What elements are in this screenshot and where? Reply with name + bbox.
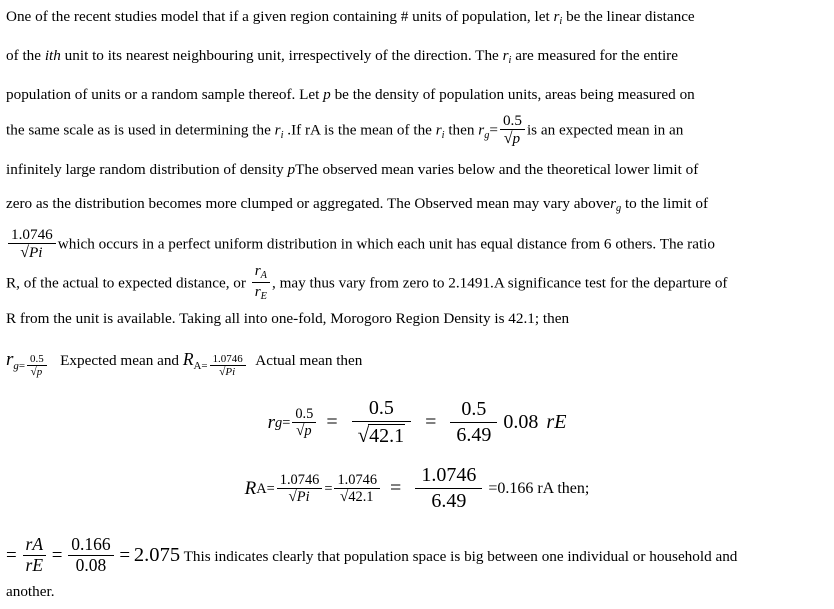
eq1-result: 0.08 — [503, 411, 539, 434]
eq1-lhs-sub-fraction — [292, 406, 316, 440]
line1-text-b: be the linear distance — [562, 8, 695, 25]
line2-text-c: are measured for the entire — [511, 47, 678, 65]
eq3-value: 2.075 — [133, 544, 181, 567]
line2-sub-i: i — [508, 55, 512, 67]
line7-text-a: which occurs in a perfect uniform distribution in which each unit has equal distance from 6 others. The ratio — [57, 235, 715, 253]
eq1-frac2-num: 0.5 — [450, 398, 497, 423]
line1-var-r: r — [553, 8, 560, 25]
radical-sign: √ — [357, 423, 370, 448]
line4-fraction — [500, 112, 525, 148]
equation-2 — [0, 464, 834, 513]
line4-sub-g: g — [484, 129, 490, 141]
radicand: p — [512, 130, 521, 148]
rg-sub-fraction — [27, 353, 47, 379]
eq2-lhs-fraction-1 — [277, 472, 323, 506]
radicand: Pi — [29, 244, 43, 262]
eq2-lhs-f2-num: 1.0746 — [334, 472, 380, 489]
paragraph-line-8 — [6, 262, 828, 302]
line2-text-b: unit to its nearest neighbouring unit, irrespectively of the direction. The — [60, 47, 503, 65]
line7-frac-numerator: 1.0746 — [8, 226, 56, 244]
actual-mean-text: Actual mean then — [255, 352, 363, 370]
radical-sign: √ — [20, 244, 30, 262]
line3-var-p: p — [323, 86, 331, 104]
line1-sub-i: i — [559, 16, 563, 28]
sqrt-p — [504, 130, 521, 148]
eq1-lhs-subscript — [275, 406, 318, 440]
line4-sub-i: i — [280, 129, 284, 141]
eq3-f1-num: rA — [23, 535, 46, 556]
eq3-equals-mid: = — [51, 545, 63, 567]
line9-text: R from the unit is available. Taking all into one-fold, Morogoro Region Density is 42.1; then — [6, 310, 570, 328]
expected-mean-text: Expected mean and — [60, 352, 183, 370]
line4-equals: = — [489, 121, 498, 139]
paragraph-line-9 — [6, 302, 828, 336]
sqrt-p — [30, 366, 43, 379]
closing-line — [0, 575, 834, 609]
rg-subscript-group — [13, 349, 48, 383]
line8-frac-denominator — [252, 283, 270, 303]
eq3-fraction-2 — [68, 535, 113, 575]
RA-subscript-group — [194, 349, 248, 383]
line4-sub-i2: i — [441, 129, 445, 141]
line4-var-rg: r — [478, 121, 485, 139]
eq2-result: =0.166 rA then; — [488, 479, 590, 497]
eq2-fraction — [415, 464, 482, 513]
eq2-lhs-sub-equals: = — [324, 480, 333, 497]
eq3-fraction-1 — [23, 535, 46, 575]
line8-text-b: , may thus vary from zero to 2.1491.A significance test for the departure of — [271, 274, 728, 292]
paragraph-line-1 — [6, 0, 828, 39]
line2-text-a: of the — [6, 47, 45, 65]
eq3-f2-num: 0.166 — [68, 535, 113, 556]
eq1-unit: rE — [546, 411, 567, 434]
eq2-lhs-sub-a: A= — [256, 480, 275, 497]
sqrt-42-1 — [358, 423, 406, 448]
paragraph-line-2 — [6, 39, 828, 78]
eq3-f2-den: 0.08 — [75, 554, 107, 575]
radical-sign: √ — [288, 488, 297, 505]
eq3-tail-text: This indicates clearly that population space is big between one individual or household and — [183, 548, 738, 566]
eq1-lhs-sub-den — [292, 423, 316, 440]
eq1-lhs-var: r — [267, 411, 275, 433]
rg-sub-equals: = — [18, 360, 26, 373]
line8-den-var: r — [254, 282, 261, 300]
expected-actual-line — [0, 342, 834, 383]
line4-var-r2: r — [435, 121, 442, 139]
eq2-frac-den: 6.49 — [431, 490, 467, 513]
eq3-equals-start: = — [6, 545, 17, 567]
line8-frac-numerator — [252, 262, 270, 283]
line6-sub-g: g — [615, 203, 622, 215]
sqrt-pi — [219, 366, 236, 379]
eq1-fraction-1 — [352, 397, 412, 448]
sqrt-pi — [289, 489, 311, 506]
line6-text-a: zero as the distribution becomes more clumped or aggregated. The Observed mean may vary above — [6, 194, 611, 212]
radical-sign: √ — [340, 488, 349, 505]
eq1-lhs-sub-equals: = — [282, 414, 291, 431]
radical-sign: √ — [30, 366, 37, 379]
line5-text-b: The observed mean varies below and the theoretical lower limit of — [295, 160, 699, 178]
line4-frac-denominator — [500, 130, 525, 148]
line5-text-a: infinitely large random distribution of density — [6, 160, 288, 178]
line8-text-a: R, of the actual to expected distance, or — [6, 274, 250, 292]
line8-num-sub: A — [260, 270, 267, 281]
line7-fraction — [8, 226, 56, 262]
line3-text-b: be the density of population units, areas being measured on — [330, 86, 695, 104]
radicand: 42.1 — [369, 425, 405, 448]
radical-sign: √ — [219, 366, 226, 379]
line8-den-sub: E — [260, 290, 267, 302]
eq3-f1-den: rE — [25, 554, 43, 575]
eq1-frac1-den — [352, 422, 412, 448]
eq1-lhs-sub-g: g — [274, 414, 283, 431]
line5-var-p: p — [287, 160, 296, 178]
line4-text-b: .If rA is the mean of the — [283, 121, 436, 139]
eq3-equals-end: = — [119, 545, 131, 567]
RA-sub-den — [210, 366, 246, 379]
equation-1 — [0, 397, 834, 448]
radicand: p — [36, 366, 43, 379]
rg-sub-g: g — [13, 360, 19, 373]
RA-sub-fraction — [210, 353, 246, 379]
eq1-equals-1: = — [326, 411, 338, 434]
radicand: Pi — [225, 366, 236, 379]
rg-sub-den — [27, 366, 47, 379]
line3-text-a: population of units or a random sample thereof. Let — [6, 86, 324, 104]
radical-sign: √ — [503, 130, 513, 148]
eq1-equals-2: = — [425, 411, 437, 434]
line4-text-d: is an expected mean in an — [526, 121, 684, 139]
paragraph-line-7 — [6, 226, 828, 262]
eq2-lhs-f2-den — [334, 489, 380, 506]
line4-text-a: the same scale as is used in determining the — [6, 121, 275, 139]
paragraph-line-6 — [6, 187, 828, 226]
sqrt-42-1 — [340, 489, 374, 506]
eq2-lhs-f1-den — [277, 489, 323, 506]
eq2-lhs-f1-num: 1.0746 — [277, 472, 323, 489]
sqrt-p — [296, 423, 313, 440]
RA-sub-num: 1.0746 — [210, 353, 246, 366]
line4-frac-numerator: 0.5 — [500, 112, 525, 130]
eq2-frac-num: 1.0746 — [415, 464, 482, 489]
RA-var: R — [182, 349, 194, 370]
line8-fraction — [252, 262, 270, 302]
sqrt-pi — [20, 244, 43, 262]
line4-var-r: r — [274, 121, 281, 139]
eq2-lhs-fraction-2 — [334, 472, 380, 506]
eq1-frac1-num: 0.5 — [352, 397, 412, 422]
line6-text-b: to the limit of — [621, 194, 709, 212]
eq1-lhs-sub-num: 0.5 — [292, 406, 316, 423]
line2-ith: ith — [44, 47, 61, 65]
eq2-equals: = — [390, 477, 402, 500]
equation-3-line — [0, 535, 834, 575]
radical-sign: √ — [296, 422, 305, 439]
radicand: 42.1 — [348, 488, 374, 505]
rg-var: r — [6, 349, 14, 371]
line1-text-a: One of the recent studies model that if a given region containing # units of population, let — [6, 8, 554, 25]
paragraph-line-5 — [6, 153, 828, 187]
line4-text-c: then — [444, 121, 479, 139]
rg-sub-num: 0.5 — [27, 353, 47, 366]
RA-sub-a: A= — [193, 360, 208, 373]
eq1-fraction-2 — [450, 398, 497, 447]
line8-num-var: r — [254, 261, 261, 279]
eq2-lhs-var: R — [244, 477, 257, 499]
radicand: Pi — [296, 488, 310, 505]
paragraph-line-3 — [6, 78, 828, 112]
line2-var-r: r — [502, 47, 509, 65]
eq1-frac2-den: 6.49 — [456, 424, 492, 447]
paragraph-line-4 — [6, 112, 828, 153]
line7-frac-denominator — [8, 244, 56, 262]
closing-text: another. — [6, 583, 55, 601]
radicand: p — [304, 422, 312, 439]
line6-var-r: r — [610, 194, 616, 212]
eq2-lhs-subscript — [256, 472, 382, 506]
